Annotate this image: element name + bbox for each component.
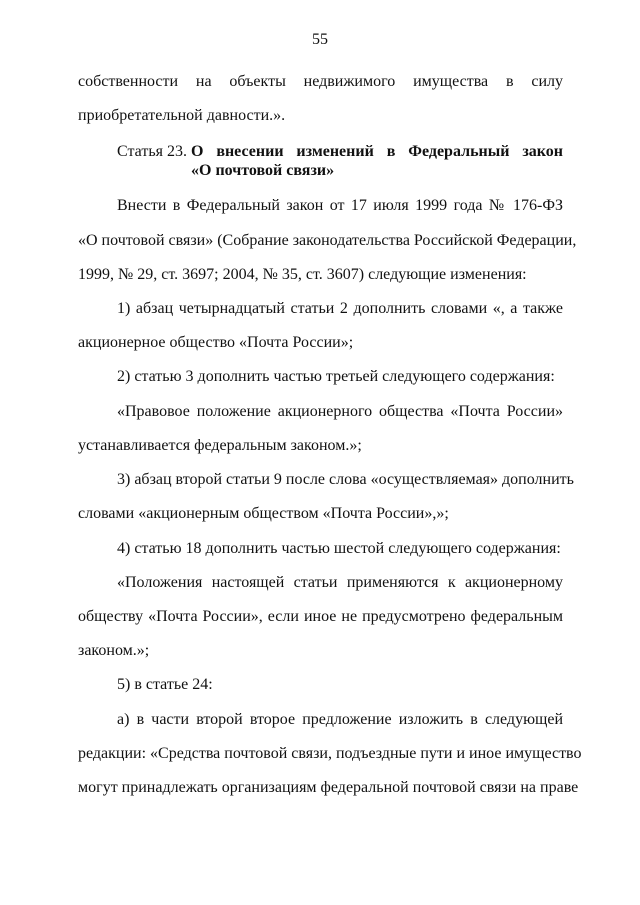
text-line: приобретательной давности.». <box>78 107 286 124</box>
text-line: собственности на объекты недвижимого имущества в силу <box>78 73 563 90</box>
paragraph-line: 5) в статье 24: <box>117 676 213 693</box>
paragraph-line: редакции: «Средства почтовой связи, подъездные пути и иное имущество <box>78 745 582 762</box>
paragraph-line: могут принадлежать организациям федеральной почтовой связи на праве <box>78 779 579 796</box>
article-title: О внесении изменений в Федеральный закон <box>191 143 563 160</box>
paragraph-line: 1) абзац четырнадцатый статьи 2 дополнить словами «, а также <box>117 300 563 317</box>
paragraph-line: законом.»; <box>78 642 150 659</box>
paragraph-line: «Положения настоящей статьи применяются к акционерному <box>117 574 563 591</box>
paragraph-line: 4) статью 18 дополнить частью шестой следующего содержания: <box>117 540 561 557</box>
paragraph-line: «О почтовой связи» (Собрание законодательства Российской Федерации, <box>78 232 577 249</box>
paragraph-line: 3) абзац второй статьи 9 после слова «осуществляемая» дополнить <box>117 471 574 488</box>
paragraph-line: 1999, № 29, ст. 3697; 2004, № 35, ст. 3607) следующие изменения: <box>78 266 527 283</box>
paragraph-line: акционерное общество «Почта России»; <box>78 334 354 351</box>
paragraph-line: а) в части второй второе предложение изложить в следующей <box>117 711 563 728</box>
paragraph-line: 2) статью 3 дополнить частью третьей следующего содержания: <box>117 368 555 385</box>
article-label: Статья 23. <box>117 143 187 160</box>
paragraph-line: словами «акционерным обществом «Почта России»,»; <box>78 505 449 522</box>
paragraph-line: «Правовое положение акционерного общества «Почта России» <box>117 403 563 420</box>
page-number: 55 <box>312 31 328 48</box>
paragraph-line: устанавливается федеральным законом.»; <box>78 437 362 454</box>
paragraph-line: обществу «Почта России», если иное не предусмотрено федеральным <box>78 608 563 625</box>
article-title-cont: «О почтовой связи» <box>191 162 335 179</box>
paragraph-line: Внести в Федеральный закон от 17 июля 1999 года № 176-ФЗ <box>117 197 563 214</box>
